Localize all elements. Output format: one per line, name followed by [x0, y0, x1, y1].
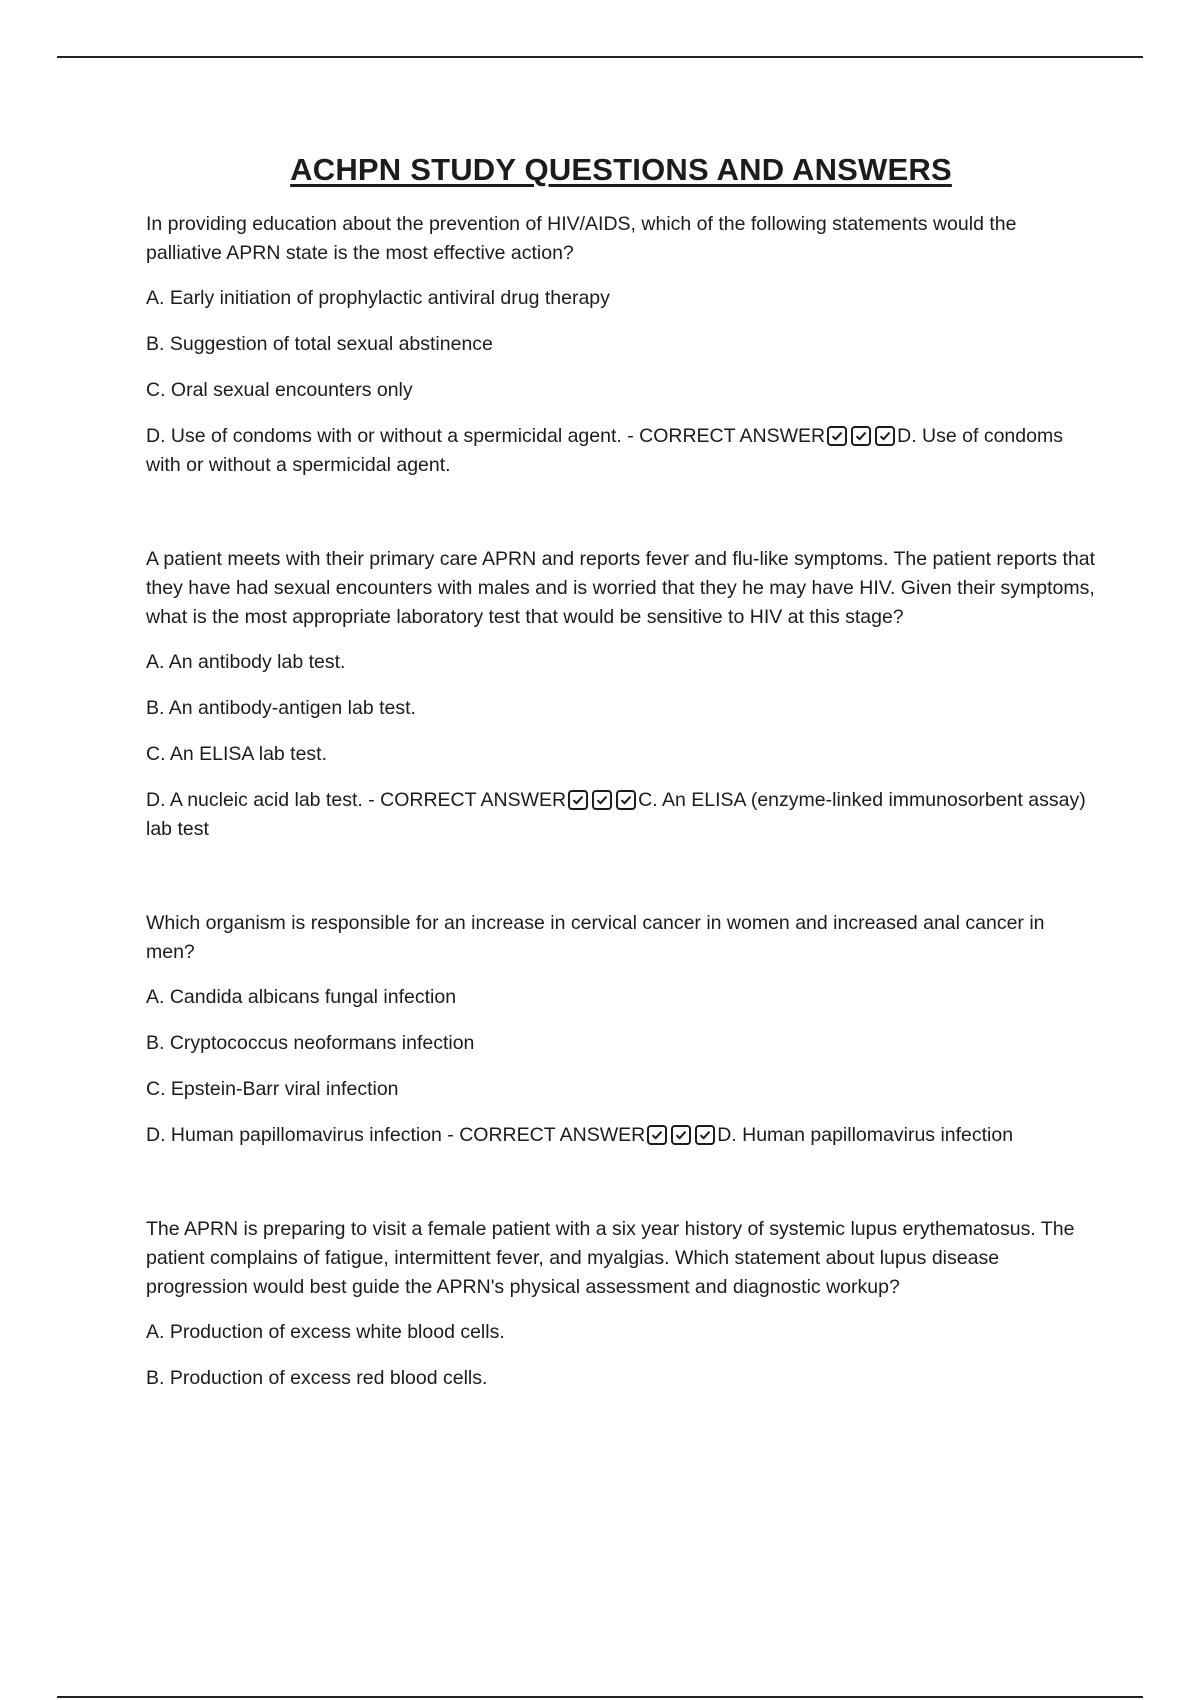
document-body	[146, 146, 1096, 1410]
answer-option: A. An antibody lab test.	[146, 651, 346, 673]
question-text: A patient meets with their primary care APRN and reports fever and flu-like symptoms. The patient reports that they have had sexual encounters with males and is worried that they he may have HIV. Given their symptoms, what is the most appropriate laboratory test that would be sensitive to HIV at this stage?	[146, 548, 1096, 628]
answer-option: B. Production of excess red blood cells.	[146, 1367, 488, 1389]
question-text: Which organism is responsible for an increase in cervical cancer in women and increased anal cancer in men?	[146, 912, 1045, 963]
checkbox-check-icon	[827, 426, 847, 446]
checkbox-check-icon	[671, 1125, 691, 1145]
answer-option: A. Production of excess white blood cells.	[146, 1321, 505, 1343]
answer-option-label: D. Use of condoms with or without a spermicidal agent. - CORRECT ANSWER	[146, 425, 826, 447]
correct-answer-text: D. Human papillomavirus infection	[717, 1124, 1014, 1146]
correct-answer-text: D. Use of condoms with or without a spermicidal agent.	[146, 425, 1063, 476]
checkbox-check-icon	[592, 790, 612, 810]
answer-option: C. Oral sexual encounters only	[146, 379, 413, 401]
question-text: The APRN is preparing to visit a female patient with a six year history of systemic lupus erythematosus. The patient complains of fatigue, intermittent fever, and myalgias. Which statement about lupus disease progression would best guide the APRN's physical assessment and diagnostic workup?	[146, 1218, 1075, 1298]
answer-option: C. An ELISA lab test.	[146, 743, 328, 765]
answer-option-label: D. A nucleic acid lab test. - CORRECT ANSWER	[146, 789, 567, 811]
document-title: ACHPN STUDY QUESTIONS AND ANSWERS	[290, 152, 952, 187]
answer-option: C. Epstein-Barr viral infection	[146, 1078, 399, 1100]
answer-option: B. Cryptococcus neoformans infection	[146, 1032, 475, 1054]
question-block	[146, 210, 1096, 480]
answer-option-with-key	[146, 1121, 1096, 1150]
question-block	[146, 545, 1096, 844]
checkbox-check-icon	[851, 426, 871, 446]
header-rule	[57, 56, 1143, 58]
answer-option: A. Candida albicans fungal infection	[146, 986, 457, 1008]
footer-rule	[57, 1696, 1143, 1698]
answer-option: A. Early initiation of prophylactic antiviral drug therapy	[146, 287, 610, 309]
answer-option-with-key	[146, 786, 1096, 844]
answer-option: B. Suggestion of total sexual abstinence	[146, 333, 493, 355]
checkbox-check-icon	[568, 790, 588, 810]
correct-answer-text: C. An ELISA (enzyme-linked immunosorbent assay) lab test	[146, 789, 1086, 840]
answer-option-with-key	[146, 422, 1096, 480]
question-block	[146, 909, 1096, 1150]
answer-option: B. An antibody-antigen lab test.	[146, 697, 416, 719]
checkbox-check-icon	[616, 790, 636, 810]
question-block	[146, 1215, 1096, 1393]
checkbox-check-icon	[875, 426, 895, 446]
answer-option-label: D. Human papillomavirus infection - CORRECT ANSWER	[146, 1124, 646, 1146]
checkbox-check-icon	[647, 1125, 667, 1145]
question-text: In providing education about the prevention of HIV/AIDS, which of the following statements would the palliative APRN state is the most effective action?	[146, 213, 1017, 264]
checkbox-check-icon	[695, 1125, 715, 1145]
